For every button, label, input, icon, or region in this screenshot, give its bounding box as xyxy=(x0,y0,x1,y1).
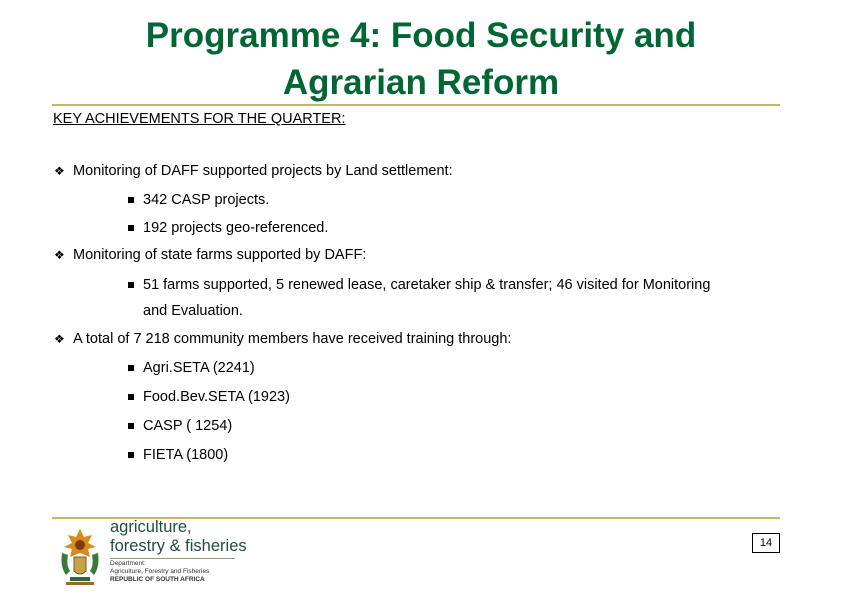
list-item xyxy=(128,272,778,324)
section-bullet-1 xyxy=(54,162,453,180)
logo-department: Department: xyxy=(110,560,146,567)
square-icon xyxy=(128,452,134,458)
list-item-text: Food.Bev.SETA (1923) xyxy=(143,389,290,405)
square-icon xyxy=(128,365,134,371)
logo-line-2: forestry & fisheries xyxy=(110,537,247,555)
list-item-text: Agri.SETA (2241) xyxy=(143,360,255,376)
diamond-icon: ❖ xyxy=(54,332,65,346)
diamond-icon: ❖ xyxy=(54,164,65,178)
logo-country: REPUBLIC OF SOUTH AFRICA xyxy=(110,576,205,583)
square-icon xyxy=(128,394,134,400)
list-item xyxy=(128,384,778,410)
list-item xyxy=(128,187,778,213)
square-icon xyxy=(128,282,134,288)
section-heading: KEY ACHIEVEMENTS FOR THE QUARTER: xyxy=(53,111,346,127)
list-item xyxy=(128,215,778,241)
list-item-text: 342 CASP projects. xyxy=(143,192,270,208)
slide-title xyxy=(0,12,842,106)
list-item xyxy=(128,355,778,381)
list-item-text-continued: and Evaluation. xyxy=(143,303,243,319)
logo-department-name: Agriculture, Forestry and Fisheries xyxy=(110,568,210,575)
list-item-text: CASP ( 1254) xyxy=(143,418,233,434)
square-icon xyxy=(128,423,134,429)
list-item-text: 51 farms supported, 5 renewed lease, caretaker ship & transfer; 46 visited for Monitoring xyxy=(143,277,711,293)
top-divider xyxy=(52,104,780,106)
section-text-2: Monitoring of state farms supported by DAFF: xyxy=(73,247,367,263)
section-text-1: Monitoring of DAFF supported projects by Land settlement: xyxy=(73,163,453,179)
section-text-3: A total of 7 218 community members have received training through: xyxy=(73,331,512,347)
logo-line-1: agriculture, xyxy=(110,518,192,536)
section-bullet-2 xyxy=(54,246,366,264)
square-icon xyxy=(128,225,134,231)
section-bullet-3 xyxy=(54,330,511,348)
slide-title-line-2: Agrarian Reform xyxy=(282,63,560,102)
list-item xyxy=(128,442,778,468)
slide-title-line-1: Programme 4: Food Security and xyxy=(145,16,697,55)
coat-of-arms-icon xyxy=(56,527,104,587)
list-item xyxy=(128,413,778,439)
square-icon xyxy=(128,197,134,203)
page-number: 14 xyxy=(752,533,780,553)
diamond-icon: ❖ xyxy=(54,248,65,262)
list-item-text: 192 projects geo-referenced. xyxy=(143,220,329,236)
list-item-text: FIETA (1800) xyxy=(143,447,229,463)
logo-divider xyxy=(110,558,235,559)
